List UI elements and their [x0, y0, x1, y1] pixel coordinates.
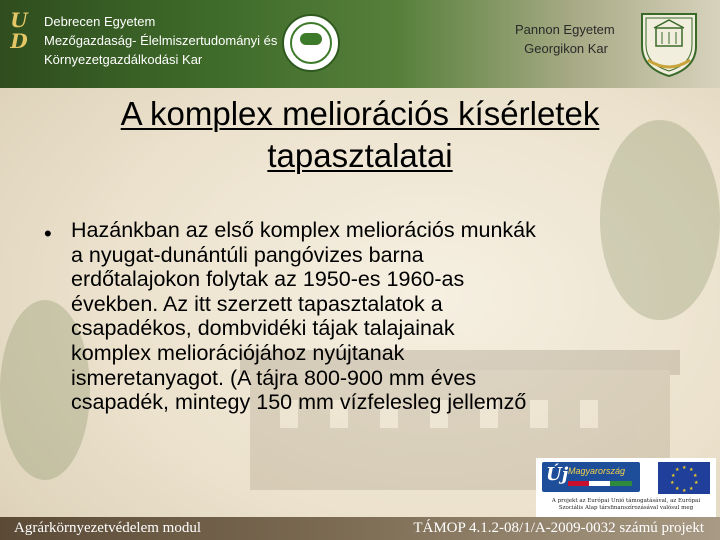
eu-note-line1: A projekt az Európai Unió támogatásával, az Európai: [551, 498, 701, 504]
university-seal-icon: [282, 14, 340, 72]
footer-module-name: Agrárkörnyezetvédelem modul: [14, 520, 202, 536]
left-university-line2: Mezőgazdaság- Élelmiszertudományi és: [44, 33, 278, 48]
bullet-line: csapadék, mintegy 150 mm vízfelesleg jellemző: [71, 390, 527, 415]
hungarian-flag-stripe: [568, 481, 632, 486]
bullet-line: erdőtalajokon folytak az 1950-es 1960-as: [71, 267, 465, 292]
eu-note-line2: Szociális Alap társfinanszírozásával valósul meg: [558, 505, 694, 511]
left-university-line3: Környezetgazdálkodási Kar: [44, 52, 203, 67]
left-university-name: [44, 12, 277, 69]
right-university-name: [515, 20, 615, 58]
eu-support-box: [536, 458, 716, 520]
eu-flag-icon: ★ ★ ★ ★ ★ ★ ★ ★ ★ ★: [658, 462, 710, 494]
bullet-line: Hazánkban az első komplex meliorációs munkák: [71, 218, 536, 242]
building-window: [580, 400, 598, 428]
uj-magyarorszag-logo: [542, 462, 640, 492]
slide-title-line2: tapasztalatai: [267, 137, 453, 174]
bullet-line: a nyugat-dunántúli pangóvizes barna: [71, 242, 424, 267]
right-university-line2: Georgikon Kar: [524, 41, 608, 56]
bullet-line: komplex meliorációjához nyújtanak: [71, 340, 405, 365]
bullet-line: csapadékos, dombvidéki tájak talajainak: [71, 316, 455, 341]
bullet-line: években. Az itt szerzett tapasztalatok a: [71, 291, 443, 316]
header-band: [0, 0, 720, 88]
bullet-line: ismeretanyagot. (A tájra 800-900 mm éves: [71, 365, 477, 390]
slide-title: [40, 93, 680, 177]
uj-magyarorszag-text: Magyarország: [568, 466, 626, 476]
seal-animal-figure: [300, 33, 322, 45]
slide-title-line1: A komplex meliorációs kísérletek: [120, 95, 600, 132]
bullet-dot-icon: •: [44, 221, 52, 246]
left-university-line1: Debrecen Egyetem: [44, 14, 156, 29]
eu-support-note: [536, 498, 716, 512]
footer-project-id: TÁMOP 4.1.2-08/1/A-2009-0032 számú projekt: [413, 520, 704, 536]
footer-bar: [0, 517, 720, 540]
uj-magyarorszag-initial: Új: [546, 464, 569, 485]
right-university-line1: Pannon Egyetem: [515, 22, 615, 37]
bullet-text: [71, 218, 536, 415]
ud-logo-icon: U D: [10, 8, 28, 53]
georgikon-shield-icon: [634, 8, 704, 80]
